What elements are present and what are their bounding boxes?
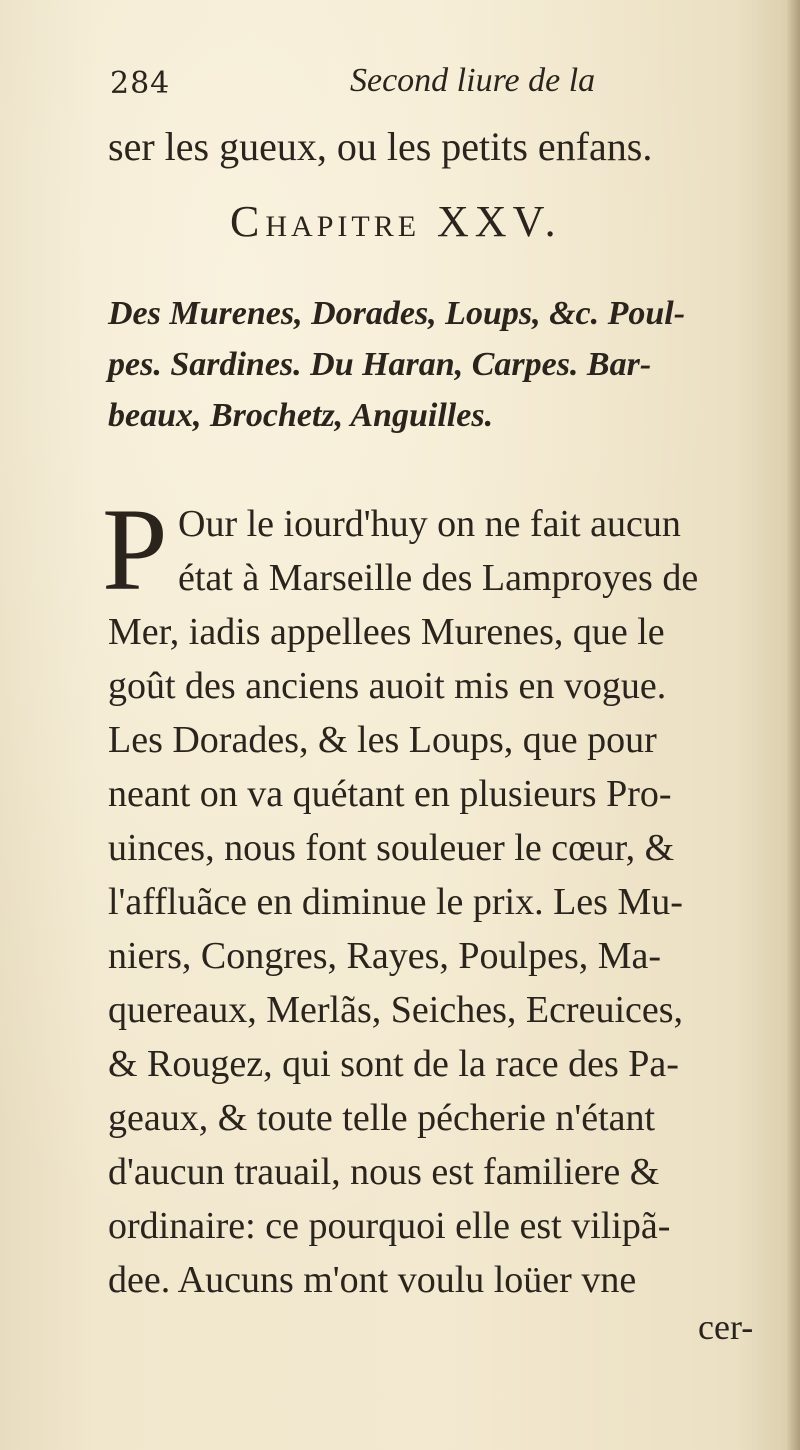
chapter-numeral: XXV.	[437, 197, 562, 246]
chapter-heading-cap: C	[230, 197, 266, 246]
chapter-heading-word: HAPITRE	[265, 210, 421, 243]
body-line: neant on va quétant en plusieurs Pro-	[108, 773, 672, 815]
summary-line: Des Murenes, Dorades, Loups, &c. Poul-	[108, 295, 686, 332]
body-line: dee. Aucuns m'ont voulu loüer vne	[108, 1259, 637, 1301]
body-line: Mer, iadis appellees Murenes, que le	[108, 611, 665, 653]
body-line: geaux, & toute telle pécherie n'étant	[108, 1097, 656, 1139]
body-line: l'affluãce en diminue le prix. Les Mu-	[108, 881, 683, 923]
catchword: cer-	[698, 1307, 754, 1347]
chapter-summary	[108, 288, 708, 441]
running-title: Second liure de la	[350, 62, 596, 99]
body-line: d'aucun trauail, nous est familiere &	[108, 1151, 660, 1193]
body-line: ordinaire: ce pourquoi elle est vilipã-	[108, 1205, 671, 1247]
drop-cap: P	[102, 484, 168, 615]
summary-line: beaux, Brochetz, Anguilles.	[108, 397, 494, 434]
page-edge-shadow	[786, 0, 800, 1450]
summary-line: pes. Sardines. Du Haran, Carpes. Bar-	[108, 346, 652, 383]
body-line: Our le iourd'huy on ne fait aucun	[178, 503, 681, 545]
chapter-heading	[230, 196, 562, 247]
body-text	[108, 497, 708, 1307]
body-line: Les Dorades, & les Loups, que pour	[108, 719, 657, 761]
body-line: quereaux, Merlãs, Seiches, Ecreuices,	[108, 989, 684, 1031]
body-line: & Rougez, qui sont de la race des Pa-	[108, 1043, 679, 1085]
body-line: goût des anciens auoit mis en vogue.	[108, 665, 667, 707]
carry-over-line: ser les gueux, ou les petits enfans.	[108, 124, 653, 169]
body-line: niers, Congres, Rayes, Poulpes, Ma-	[108, 935, 662, 977]
page-number: 284	[110, 66, 171, 101]
running-head	[110, 58, 710, 108]
body-line: uinces, nous font souleuer le cœur, &	[108, 827, 675, 869]
body-line: état à Marseille des Lamproyes de	[178, 557, 699, 599]
